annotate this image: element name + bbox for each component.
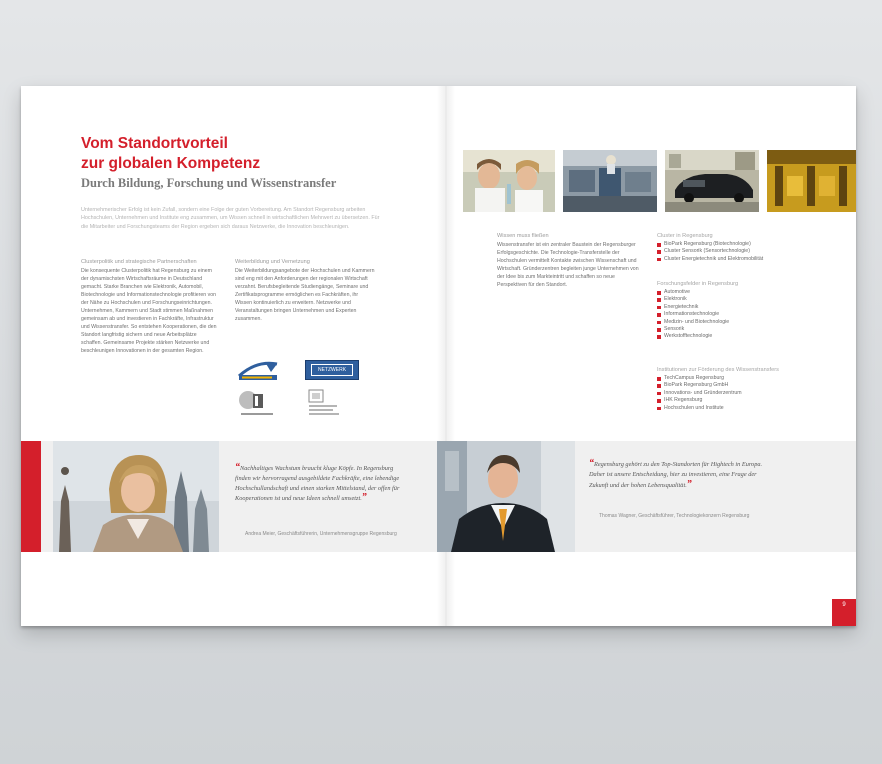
list-item: Sensorik [657,326,847,333]
column-heading: Wissen muss fließen [497,233,549,239]
testimonial-band [21,441,856,552]
list-heading: Institutionen zur Förderung des Wissenstransfers [657,367,779,373]
list-item: BioPark Regensburg GmbH [657,382,847,389]
list-item: Innovations- und Gründerzentrum [657,390,847,397]
list-heading: Forschungsfelder in Regensburg [657,281,739,287]
accent-bar [21,441,41,552]
list-item: Cluster Energietechnik und Elektromobilität [657,256,847,263]
title-line-2: zur globalen Kompetenz [81,155,261,172]
institute-logo [307,388,359,418]
university-logo [237,388,277,418]
title-line-1: Vom Standortvorteil [81,135,228,152]
column-body: Wissenstransfer ist ein zentraler Baustein der Regensburger Erfolgsgeschichte. Die Technologie-Transferstelle der Hochschulen vermittelt Kontakte zwischen Wissenschaft und Wirtschaft. Gründerzentren begleiten junge Unternehmen von der Idee bis zum Markteintritt und schaffen so neue Perspektiven für den Standort. [497,242,639,288]
page-title [81,134,260,174]
cluster-list [657,232,847,263]
automotive-photo [665,150,759,212]
quote-attribution: Andrea Meier, Geschäftsführerin, Unternehmensgruppe Regensburg [245,531,397,537]
portrait-man-photo [437,441,575,552]
page-number: 9 [832,599,856,626]
quote-body: Nachhaltiges Wachstum braucht kluge Köpfe. In Regensburg finden wir hervorragend ausgebildete Fachkräfte, eine lebendige Hochschullandschaft und einen starken Mittelstand, der offen für Kooperationen ist und neue Ideen schnell umsetzt. [235,465,400,503]
portrait-woman-photo [53,441,219,552]
quote-text [589,459,773,490]
institutions-list [657,366,847,412]
quote-attribution: Thomas Wagner, Geschäftsführer, Technologiekonzern Regensburg [599,513,750,519]
list-item: Automotive [657,289,847,296]
quote-close-icon: ” [686,478,692,490]
column-body: Die konsequente Clusterpolitik hat Regensburg zu einem der dynamischsten Wirtschaftsräume in Deutschland gemacht. Starke Branchen wie Elektronik, Automobil, Biotechnologie und Informationstechnologie profitieren von der Nähe zu Hochschulen und Forschungseinrichtungen. Unternehmen, Kammern und Stadt stimmen Maßnahmen gemeinsam ab und investieren in Fachkräfte, Infrastruktur und Wissenstransfer. So entstehen Kooperationen, die den Standort langfristig sichern und neue Arbeitsplätze schaffen. Gemeinsame Projekte stärken Netzwerke und beschleunigen Innovationen in der gesamten Region. [81,268,217,354]
quote-body: Regensburg gehört zu den Top-Standorten für Hightech in Europa. Daher ist unsere Entscheidung, hier zu investieren, eine Frage der Zukunft und der hohen Lebensqualität. [589,461,763,489]
list-item: Cluster Sensorik (Sensortechnologie) [657,248,847,255]
list-item: TechCampus Regensburg [657,375,847,382]
list-item: IHK Regensburg [657,397,847,404]
list-item: Werkstofftechnologie [657,333,847,340]
quote-close-icon: ” [361,492,367,504]
list-item: Energietechnik [657,304,847,311]
text-column-clusterpolitik [81,258,219,355]
list-item: BioPark Regensburg (Biotechnologie) [657,241,847,248]
cluster-logo [237,358,289,382]
list-item: Medizin- und Biotechnologie [657,319,847,326]
text-column-wissenstransfer [497,232,639,289]
logo-text: NETZWERK [311,364,353,376]
list-item: Hochschulen und Institute [657,405,847,412]
page-subtitle: Durch Bildung, Forschung und Wissenstransfer [81,176,337,190]
column-heading: Clusterpolitik und strategische Partnerschaften [81,259,197,265]
column-body: Die Weiterbildungsangebote der Hochschulen und Kammern sind eng mit den Anforderungen der regionalen Wirtschaft verzahnt. Berufsbegleitende Studiengänge, Seminare und Zertifikatsprogramme ermöglichen es Fachkräften, ihr Wissen kontinuierlich zu erweitern. Netzwerke und Veranstaltungen bringen Unternehmen und Experten zusammen. [235,268,375,322]
netzwerk-logo [305,360,359,380]
list-item: Elektronik [657,296,847,303]
text-column-weiterbildung [235,258,375,323]
brochure-spread [21,86,856,626]
laboratory-photo [463,150,555,212]
list-item: Informationstechnologie [657,311,847,318]
quote-text [235,463,403,504]
partner-logos [235,354,375,424]
research-fields-list [657,280,847,341]
quote-open-icon: “ [235,462,240,473]
intro-paragraph: Unternehmerischer Erfolg ist kein Zufall, sondern eine Folge der guten Vorbereitung. Am Standort Regensburg arbeiten Hochschulen, Unternehmen und Institute eng zusammen, um Wissen schnell in wirtschaftlichen Mehrwert zu übersetzen. Für die Mitarbeiter und Forschungsteams der Region ergeben sich daraus Netzwerke, die Innovation beschleunigen. [81,207,380,230]
column-heading: Weiterbildung und Vernetzung [235,259,310,265]
quote-open-icon: “ [589,458,594,469]
list-heading: Cluster in Regensburg [657,233,713,239]
clean-room-photo [767,150,856,212]
production-line-photo [563,150,657,212]
